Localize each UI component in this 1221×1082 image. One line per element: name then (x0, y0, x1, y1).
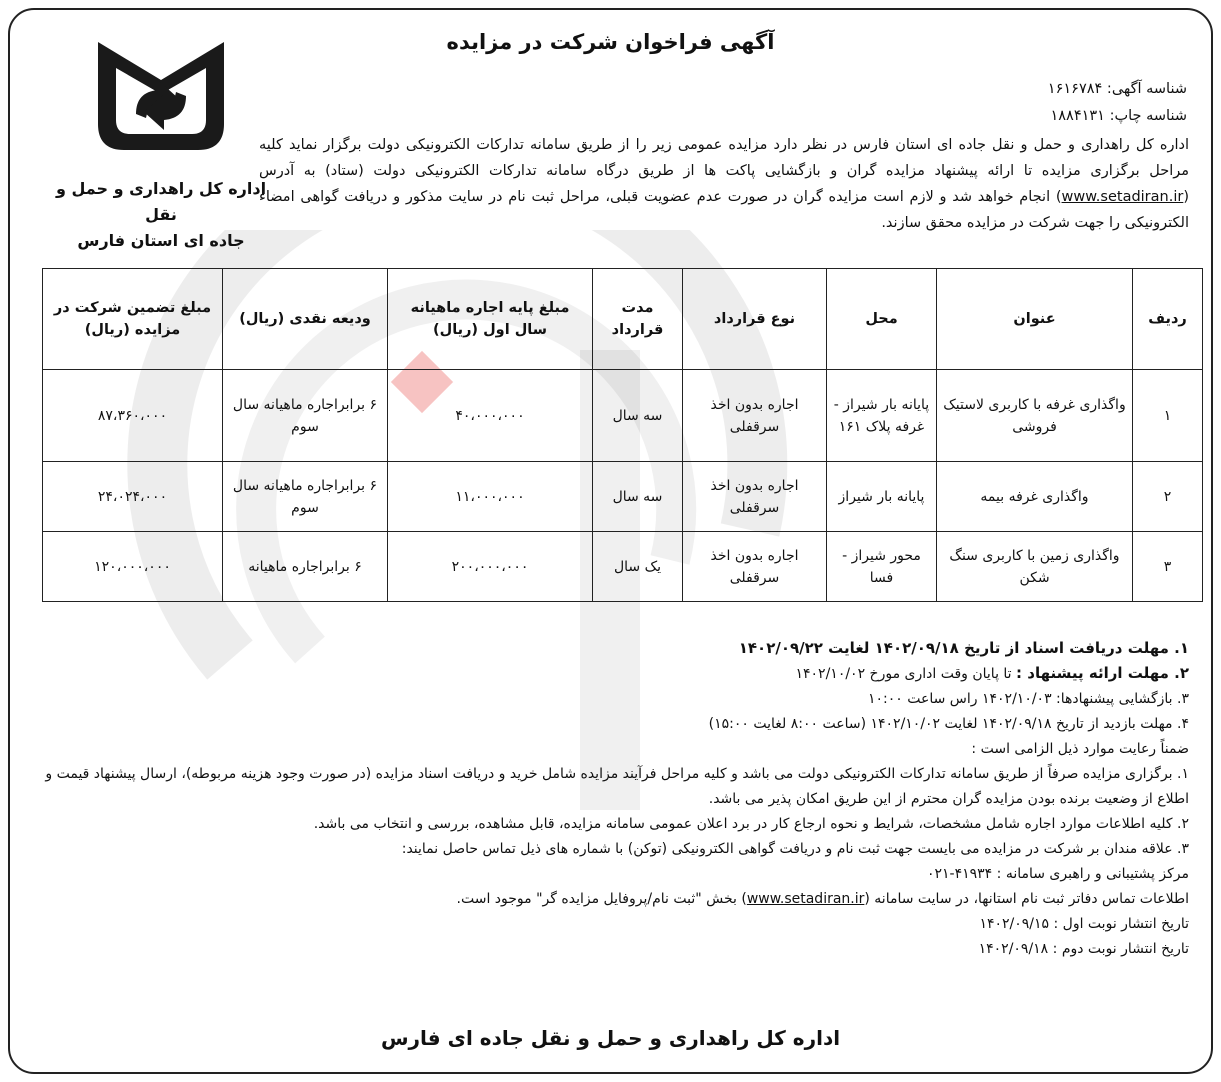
header-deposit: ودیعه نقدی (ریال) (223, 269, 388, 370)
cell-row-number: ۱ (1133, 370, 1203, 462)
intro-paragraph (259, 132, 1189, 236)
cell-guarantee: ۸۷،۳۶۰،۰۰۰ (43, 370, 223, 462)
condition-2: ۲. کلیه اطلاعات موارد اجاره شامل مشخصات، شرایط و نحوه ارجاع کار در برد اعلان عمومی سامانه مزایده، قابل مشاهده، بررسی و انتخاب می باشد. (313, 816, 1189, 832)
cell-row-number: ۲ (1133, 462, 1203, 532)
table-row (43, 370, 1203, 462)
contact-setadiran-link[interactable]: www.setadiran.ir (746, 891, 865, 907)
cell-duration: سه سال (593, 370, 683, 462)
print-id: شناسه چاپ: ۱۸۸۴۱۳۱ (1050, 108, 1187, 124)
notice-frame (8, 8, 1213, 1074)
header-row-number: ردیف (1133, 269, 1203, 370)
publication-second: تاریخ انتشار نوبت دوم : ۱۴۰۲/۰۹/۱۸ (978, 941, 1189, 957)
organization-name-line1: اداره کل راهداری و حمل و نقل (55, 179, 267, 224)
condition-1: ۱. برگزاری مزایده صرفاً از طریق سامانه تدارکات الکترونیکی دولت می باشد و کلیه مراحل فرآیند مزایده شامل خرید و دریافت اسناد مزایده (در صورت وجود هزینه مربوطه)، ارسال پیشنهاد قیمت و اطلاع از وضعیت برنده بودن مزایده گران محترم از این طریق امکان پذیر می باشد. (45, 766, 1189, 807)
notice-title: آگهی فراخوان شرکت در مزایده (446, 30, 775, 54)
cell-guarantee: ۲۴،۰۲۴،۰۰۰ (43, 462, 223, 532)
cell-duration: سه سال (593, 462, 683, 532)
publication-first: تاریخ انتشار نوبت اول : ۱۴۰۲/۰۹/۱۵ (979, 916, 1189, 932)
cell-deposit: ۶ برابراجاره ماهیانه سال سوم (223, 370, 388, 462)
schedule-item-4: ۴. مهلت بازدید از تاریخ ۱۴۰۲/۰۹/۱۸ لغایت ۱۴۰۲/۱۰/۰۲ (ساعت ۸:۰۰ لغایت ۱۵:۰۰) (708, 716, 1189, 732)
schedule-item-1: ۱. مهلت دریافت اسناد از تاریخ ۱۴۰۲/۰۹/۱۸ لغایت ۱۴۰۲/۰۹/۲۲ (738, 639, 1189, 657)
setadiran-link[interactable]: www.setadiran.ir (1061, 189, 1184, 205)
organization-name (46, 176, 276, 254)
contact-text-1: اطلاعات تماس دفاتر ثبت نام استانها، در سایت سامانه ( (864, 891, 1189, 907)
cell-deposit: ۶ برابراجاره ماهیانه (223, 532, 388, 602)
cell-duration: یک سال (593, 532, 683, 602)
table-row (43, 532, 1203, 602)
intro-text-2: ) انجام خواهد شد و لازم است مزایده گران در صورت عدم عضویت قبلی، مراحل ثبت نام در سایت مذکور و دریافت گواهی امضاء الکترونیکی را جهت شرکت در مزایده محقق سازند. (259, 189, 1189, 231)
cell-location: پایانه بار شیراز - غرفه پلاک ۱۶۱ (827, 370, 937, 462)
schedule-item-3: ۳. بازگشایی پیشنهادها: ۱۴۰۲/۱۰/۰۳ راس ساعت ۱۰:۰۰ (868, 691, 1189, 707)
header-duration: مدت قرارداد (593, 269, 683, 370)
header-guarantee: مبلغ تضمین شرکت در مزایده (ریال) (43, 269, 223, 370)
cell-title: واگذاری زمین با کاربری سنگ شکن (937, 532, 1133, 602)
table-header-row (43, 269, 1203, 370)
intro-text-1: اداره کل راهداری و حمل و نقل جاده ای استان فارس در نظر دارد مزایده عمومی زیر را از طریق سامانه تدارکات الکترونیکی دولت برگزار نماید کلیه مراحل برگزاری مزایده تا ارائه پیشنهاد مزایده گران و بازگشایی پاکت ها از طریق درگاه سامانه تدارکات الکترونیکی دولت (ستاد) به آدرس ( (259, 137, 1189, 205)
schedule-item-2-label: ۲. مهلت ارائه پیشنهاد : (1016, 664, 1189, 682)
schedule-item-2 (19, 661, 1189, 687)
header-contract-type: نوع قرارداد (683, 269, 827, 370)
auction-table (42, 268, 1203, 602)
cell-deposit: ۶ برابراجاره ماهیانه سال سوم (223, 462, 388, 532)
organization-name-line2: جاده ای استان فارس (77, 231, 245, 250)
organization-logo-icon (86, 28, 236, 156)
cell-contract-type: اجاره بدون اخذ سرقفلی (683, 370, 827, 462)
cell-contract-type: اجاره بدون اخذ سرقفلی (683, 532, 827, 602)
header-location: محل (827, 269, 937, 370)
table-row (43, 462, 1203, 532)
cell-title: واگذاری غرفه با کاربری لاستیک فروشی (937, 370, 1133, 462)
cell-base-rent: ۱۱،۰۰۰،۰۰۰ (388, 462, 593, 532)
header-title: عنوان (937, 269, 1133, 370)
ad-id: شناسه آگهی: ۱۶۱۶۷۸۴ (1047, 81, 1187, 97)
cell-contract-type: اجاره بدون اخذ سرقفلی (683, 462, 827, 532)
schedule-item-2-value: تا پایان وقت اداری مورخ ۱۴۰۲/۱۰/۰۲ (795, 666, 1012, 682)
conditions-heading: ضمناً رعایت موارد ذیل الزامی است : (971, 741, 1189, 757)
condition-3: ۳. علاقه مندان بر شرکت در مزایده می بایست جهت ثبت نام و دریافت گواهی الکترونیکی (توکن) با شماره های ذیل تماس حاصل نمایند: (401, 841, 1189, 857)
notice-meta (1048, 76, 1187, 130)
support-center: مرکز پشتیبانی و راهبری سامانه : ۴۱۹۳۴-۰۲۱ (926, 866, 1189, 882)
contact-info (19, 887, 1189, 912)
contact-text-2: ) بخش "ثبت نام/پروفایل مزایده گر" موجود است. (456, 891, 747, 907)
cell-row-number: ۳ (1133, 532, 1203, 602)
organization-block (46, 28, 276, 254)
cell-guarantee: ۱۲۰،۰۰۰،۰۰۰ (43, 532, 223, 602)
cell-location: پایانه بار شیراز (827, 462, 937, 532)
cell-title: واگذاری غرفه بیمه (937, 462, 1133, 532)
footer-organization: اداره کل راهداری و حمل و نقل جاده ای فارس (380, 1026, 841, 1050)
notice-details (19, 636, 1189, 962)
cell-base-rent: ۲۰۰،۰۰۰،۰۰۰ (388, 532, 593, 602)
header-base-rent: مبلغ پایه اجاره ماهیانه سال اول (ریال) (388, 269, 593, 370)
cell-location: محور شیراز - فسا (827, 532, 937, 602)
cell-base-rent: ۴۰،۰۰۰،۰۰۰ (388, 370, 593, 462)
